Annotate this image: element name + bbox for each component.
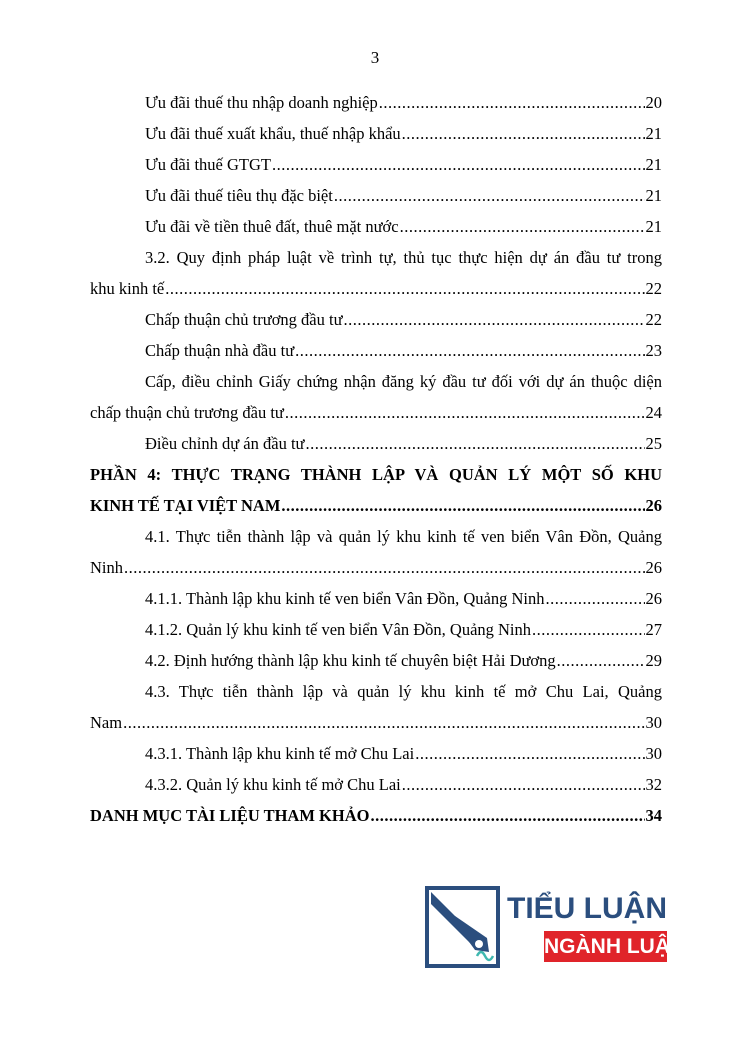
toc-entry-title: Ưu đãi thuế thu nhập doanh nghiệp xyxy=(145,93,378,112)
toc-page-number: 22 xyxy=(645,279,662,298)
toc-entry[interactable] xyxy=(90,738,662,769)
toc-entry[interactable] xyxy=(90,87,662,118)
toc-leader xyxy=(295,335,644,366)
toc-leader xyxy=(165,273,644,304)
toc-leader xyxy=(123,707,644,738)
toc-entry-title-line2-row xyxy=(90,273,662,304)
toc-entry[interactable] xyxy=(90,180,662,211)
toc-entry-title-line2-row xyxy=(90,397,662,428)
toc-entry[interactable] xyxy=(90,304,662,335)
toc-page-number: 21 xyxy=(645,217,662,236)
toc-entry[interactable] xyxy=(90,614,662,645)
toc-page-number: 34 xyxy=(645,806,662,825)
toc-entry[interactable] xyxy=(90,211,662,242)
toc-leader xyxy=(415,738,644,769)
toc-entry-section-3-2[interactable] xyxy=(90,242,662,304)
toc-leader xyxy=(344,304,645,335)
toc-entry-title-line2-row xyxy=(90,490,662,521)
toc-entry-references[interactable] xyxy=(90,800,662,831)
toc-entry-title: 4.1.1. Thành lập khu kinh tế ven biển Vân Đồn, Quảng Ninh xyxy=(145,589,545,608)
toc-page-number: 21 xyxy=(645,186,662,205)
pen-nib-icon xyxy=(425,886,500,968)
toc-page-number: 27 xyxy=(645,620,662,639)
toc-leader xyxy=(379,87,645,118)
toc-entry-title-line1: PHẦN 4: THỰC TRẠNG THÀNH LẬP VÀ QUẢN LÝ MỘT SỐ KHU xyxy=(90,465,662,484)
toc-leader xyxy=(557,645,645,676)
toc-leader xyxy=(334,180,645,211)
toc-page-number: 32 xyxy=(645,775,662,794)
toc-entry-title-line2: chấp thuận chủ trương đầu tư xyxy=(90,403,284,422)
toc-page-number: 21 xyxy=(645,155,662,174)
toc-entry-title-line2: KINH TẾ TẠI VIỆT NAM xyxy=(90,496,281,515)
toc-entry[interactable] xyxy=(90,149,662,180)
toc-entry-title: 4.3.2. Quản lý khu kinh tế mở Chu Lai xyxy=(145,775,401,794)
toc-leader xyxy=(402,118,645,149)
toc-entry-title-line2: khu kinh tế xyxy=(90,279,165,298)
toc-page-number: 30 xyxy=(645,713,662,732)
toc-entry[interactable] xyxy=(90,118,662,149)
logo-title: TIỂU LUẬN xyxy=(507,892,667,925)
toc-entry-title-line1: 3.2. Quy định pháp luật về trình tự, thủ tục thực hiện dự án đầu tư trong xyxy=(145,248,662,267)
toc-leader xyxy=(305,428,644,459)
toc-leader xyxy=(370,800,644,831)
toc-entry-title: Ưu đãi thuế GTGT xyxy=(145,155,271,174)
toc-leader xyxy=(285,397,645,428)
toc-entry-title: DANH MỤC TÀI LIỆU THAM KHẢO xyxy=(90,806,370,825)
toc-entry-title-line1: Cấp, điều chỉnh Giấy chứng nhận đăng ký đầu tư đối với dự án thuộc diện xyxy=(145,372,662,391)
toc-entry-title: 4.3.1. Thành lập khu kinh tế mở Chu Lai xyxy=(145,744,415,763)
table-of-contents xyxy=(90,87,662,831)
toc-entry-section-4-2[interactable] xyxy=(90,645,662,676)
toc-entry-title-line1: 4.3. Thực tiễn thành lập và quản lý khu kinh tế mở Chu Lai, Quảng xyxy=(145,682,662,701)
toc-page-number: 23 xyxy=(645,341,662,360)
toc-entry-title: Chấp thuận chủ trương đầu tư xyxy=(145,310,343,329)
toc-entry-section-4-3[interactable] xyxy=(90,676,662,738)
toc-entry[interactable] xyxy=(90,583,662,614)
toc-leader xyxy=(281,490,644,521)
toc-entry-title: Ưu đãi thuế xuất khẩu, thuế nhập khẩu xyxy=(145,124,401,143)
toc-leader xyxy=(545,583,644,614)
toc-leader xyxy=(124,552,645,583)
toc-page-number: 26 xyxy=(645,589,662,608)
toc-entry-title: Ưu đãi thuế tiêu thụ đặc biệt xyxy=(145,186,333,205)
toc-page-number: 20 xyxy=(645,93,662,112)
toc-leader xyxy=(532,614,644,645)
page-number: 3 xyxy=(370,48,380,67)
toc-page-number: 24 xyxy=(645,403,662,422)
toc-leader xyxy=(400,211,645,242)
toc-entry-title-line2-row xyxy=(90,552,662,583)
logo xyxy=(425,886,683,968)
toc-entry-title: 4.2. Định hướng thành lập khu kinh tế chuyên biệt Hải Dương xyxy=(145,651,556,670)
toc-leader xyxy=(402,769,645,800)
toc-entry-cap-dieu-chinh[interactable] xyxy=(90,366,662,428)
toc-entry-part-4[interactable] xyxy=(90,459,662,521)
toc-page-number: 25 xyxy=(645,434,662,453)
toc-entry[interactable] xyxy=(90,428,662,459)
logo-subtitle: NGÀNH LUẬT xyxy=(544,931,667,962)
toc-leader xyxy=(272,149,645,180)
toc-entry[interactable] xyxy=(90,335,662,366)
toc-entry-title: Chấp thuận nhà đầu tư xyxy=(145,341,295,360)
toc-entry-title-line2-row xyxy=(90,707,662,738)
toc-entry-title-line1: 4.1. Thực tiễn thành lập và quản lý khu kinh tế ven biển Vân Đồn, Quảng xyxy=(145,527,662,546)
toc-entry-title: Ưu đãi về tiền thuê đất, thuê mặt nước xyxy=(145,217,399,236)
toc-entry-section-4-1[interactable] xyxy=(90,521,662,583)
toc-page-number: 29 xyxy=(645,651,662,670)
toc-entry-title: 4.1.2. Quản lý khu kinh tế ven biển Vân Đồn, Quảng Ninh xyxy=(145,620,532,639)
toc-page-number: 21 xyxy=(645,124,662,143)
toc-entry-title-line2: Ninh xyxy=(90,558,123,577)
toc-page-number: 26 xyxy=(645,496,662,515)
toc-page-number: 30 xyxy=(645,744,662,763)
toc-entry-title-line2: Nam xyxy=(90,713,123,732)
toc-page-number: 22 xyxy=(645,310,662,329)
toc-entry-title: Điều chỉnh dự án đầu tư xyxy=(145,434,305,453)
toc-page-number: 26 xyxy=(645,558,662,577)
toc-entry[interactable] xyxy=(90,769,662,800)
